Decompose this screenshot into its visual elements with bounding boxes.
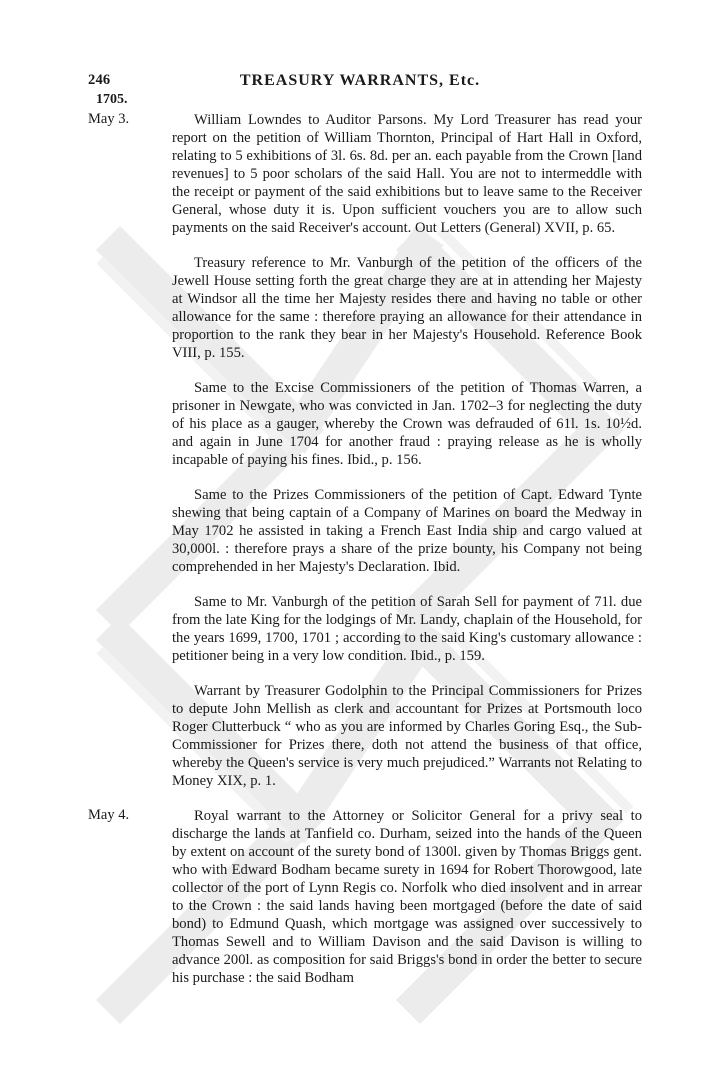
running-head: TREASURY WARRANTS, Etc. [239,72,481,89]
margin-date-may-4: May 4. [88,807,130,823]
entry-tanfield-lands: Royal warrant to the Attorney or Solicitor General for a privy seal to discharge the lands at Tanfield co. Durham, seized into the hands of the Queen by extent on account of the surety bond of 1300l. given by Thomas Briggs gent. who with Edward Bodham became surety in 1694 for Robert Thorowgood, late collector of the port of Lynn Regis co. Norfolk who died insolvent and in arrear to the Crown : the said lands having been mortgaged (before the date of said bond) to Edmund Quash, which mortgage was assigned over successively to Thomas Sewell and to William Davison and the said Davison is willing to advance 200l. as composition for said Briggs's bond in order the better to secure his purchase : the said Bodham [172,808,642,986]
margin-date-may-3: May 3. [88,111,130,127]
entry-jewell-house: Treasury reference to Mr. Vanburgh of the petition of the officers of the Jewell House setting forth the great charge they are at in attending her Majesty at Windsor all the time her Majesty resides there and having no table or other allowance for the same : therefore praying an allowance for their attendance in proportion to the rank they bear in her Majesty's Household. Reference Book VIII, p. 155. [172,255,642,361]
entry-edward-tynte: Same to the Prizes Commissioners of the petition of Capt. Edward Tynte shewing that being captain of a Company of Marines on board the Medway in May 1702 he assisted in taking a French East India ship and cargo valued at 30,000l. : therefore prays a share of the prize bounty, his Company not being comprehended in her Majesty's Declaration. Ibid. [172,487,642,575]
page-header [0,72,720,94]
page-number: 246 [88,72,111,88]
entry-sarah-sell: Same to Mr. Vanburgh of the petition of Sarah Sell for payment of 71l. due from the late King for the lodgings of Mr. Landy, chaplain of the Household, for the years 1699, 1700, 1701 ; according to the said King's customary allowance : petitioner being in a very low condition. Ibid., p. 159. [172,594,642,664]
entry-thomas-warren: Same to the Excise Commissioners of the petition of Thomas Warren, a prisoner in Newgate, who was convicted in Jan. 1702–3 for neglecting the duty of his place as a gauger, whereby the Crown was defrauded of 61l. 1s. 10½d. and again in June 1704 for another fraud : praying release as he is wholly incapable of paying his fines. Ibid., p. 156. [172,380,642,468]
margin-year: 1705. [96,92,128,107]
entry-john-mellish: Warrant by Treasurer Godolphin to the Principal Commissioners for Prizes to depute John Mellish as clerk and accountant for Prizes at Portsmouth loco Roger Clutterbuck “ who as you are informed by Charles Goring Esq., the Sub-Commissioner for Prizes there, doth not attend the business of that office, whereby the Queen's service is very much prejudiced.” Warrants not Relating to Money XIX, p. 1. [172,683,642,789]
entry-lowndes-parsons: William Lowndes to Auditor Parsons. My Lord Treasurer has read your report on the petition of William Thornton, Principal of Hart Hall in Oxford, relating to 5 exhibitions of 3l. 6s. 8d. per an. each payable from the Crown [land revenues] to 5 poor scholars of the said Hall. You are not to intermeddle with the receipt or payment of the said exhibitions but to leave same to the Receiver General, whose duty it is. Upon sufficient vouchers you are to allow such payments on the said Receiver's account. Out Letters (General) XVII, p. 65. [172,112,642,236]
